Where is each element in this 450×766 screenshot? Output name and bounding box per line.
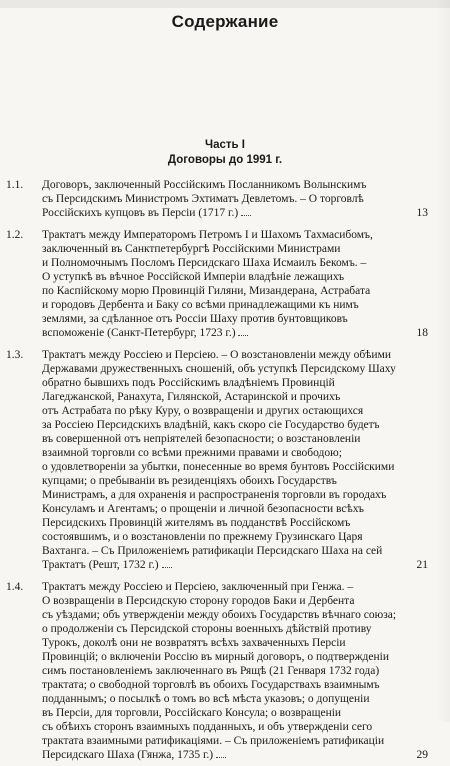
entry-title-line: купцами; о пребыванiи въ резиденцiяхъ обоихъ Государствъ: [42, 475, 337, 487]
entry-number: 1.2.: [6, 229, 24, 241]
entry-title-line: землями, за сдѣланное отъ Россiи Шаху против бунтовщиковъ: [42, 313, 348, 325]
part-heading: [0, 138, 450, 168]
toc-entry[interactable]: [0, 580, 450, 762]
entry-title: [42, 580, 397, 762]
entry-page-number: 29: [416, 749, 428, 761]
entry-title-line: трактата; о свободной торговлѣ въ обоихъ Государствахъ взаимнымъ: [42, 679, 380, 691]
page-edge: [0, 0, 450, 8]
entry-title-line: и Полномочнымъ Посломъ Персидскаго Шаха Исмаилъ Бекомъ. –: [42, 257, 367, 269]
entry-title-line: взаимной торговли со всѣми прежними правами и свободою;: [42, 447, 342, 459]
entry-title-line: Министрамъ, а для охраненiя и распространенiя торговли въ городахъ: [42, 489, 387, 501]
entry-title-line: Трактатъ (Решт, 1732 г.): [42, 558, 397, 572]
entry-title-line: Договоръ, заключенный Россiйскимъ Посланникомъ Волынскимъ: [42, 179, 367, 191]
entry-title-line: Россiйскихъ купцовъ въ Персiи (1717 г.): [42, 206, 397, 220]
entry-title-line: по Каспiйскому морю Провинцiй Гиляни, Мизандерана, Астрабата: [42, 285, 371, 297]
entry-page-number: 21: [416, 559, 428, 571]
page-title: Содержание: [171, 12, 279, 31]
entry-title-line: О возвращенiи в Персидскую сторону городов Баки и Дербента: [42, 595, 355, 607]
entry-title-line: Провинцiй; о включенiи Россiю въ мирный договоръ, о подтвержденiи: [42, 651, 390, 663]
entry-title-line: Персидскаго Шаха (Гянжа, 1735 г.): [42, 748, 397, 762]
entry-title-line: въ Персiи, для торговли, Россiйскаго Консула; о возвращенiи: [42, 707, 342, 719]
entry-number: 1.4.: [6, 581, 24, 593]
entry-title-line: съ Персидскимъ Министромъ Эхтиматъ Девлетомъ. – О торговлѣ: [42, 193, 364, 205]
toc-entry[interactable]: [0, 228, 450, 340]
entry-title-line: съ обѣихъ сторонъ взаимныхъ подданныхъ, и объ утвержденiи сего: [42, 721, 373, 733]
entry-title: [42, 228, 397, 340]
entry-title-line: обратно бывшихъ подъ Россiйскимъ владѣнiемъ Провинцiй: [42, 377, 335, 389]
entry-title-line: О уступкѣ въ вѣчное Россiйской Имперiи владѣнiе лежащихъ: [42, 271, 345, 283]
entry-title-line: о удовлетворенiи за убытки, понесенные во время бунтовъ Россiйскими: [42, 461, 395, 473]
entry-title-line: вспоможенiе (Санкт-Петербург, 1723 г.): [42, 326, 397, 340]
part-subtitle: Договоры до 1991 г.: [167, 154, 283, 166]
toc-entry[interactable]: [0, 178, 450, 220]
entry-title-line: Турокъ, доколѣ они не возвратятъ всѣхъ захваченныхъ Персiи: [42, 637, 346, 649]
entry-page-number: 18: [416, 327, 428, 339]
entry-title-line: Державами дружественныхъ сношенiй, объ уступкѣ Персидскому Шаху: [42, 363, 396, 375]
entry-title-line: состоявшимъ, и о возстановленiи по прежнему Грузинскаго Царя: [42, 531, 363, 543]
entry-title-line: Лагеджанской, Ранахута, Гилянской, Астаринской и прочихъ: [42, 391, 341, 403]
entry-title-line: заключенный въ Санктпетербургѣ Россiйскими Министрами: [42, 243, 341, 255]
entry-page-number: 13: [416, 207, 428, 219]
entry-title-line: съ уѣздами; объ утвержденiи между обоихъ Государствъ вѣчнаго союза;: [42, 609, 397, 621]
entry-title-line: Трактатъ между Россiею и Персiею, заключенный при Генжа. –: [42, 581, 354, 593]
entry-title-line: въ совершенной отъ непрiятелей безопасности; о возстановленiи: [42, 433, 361, 445]
entry-number: 1.1.: [6, 179, 24, 191]
table-of-contents: [0, 178, 450, 766]
dot-leader: [162, 558, 172, 568]
entry-title-line: отъ Астрабата по рѣку Куру, о возвращенiи и других остающихся: [42, 405, 364, 417]
toc-entry[interactable]: [0, 348, 450, 572]
entry-title-line: Вахтанга. – Съ Приложенiемъ ратификацiи Персидскаго Шаха на сей: [42, 545, 383, 557]
entry-title-line: и городовъ Дербента и Баку со всѣми принадлежащими къ нимъ: [42, 299, 359, 311]
dot-leader: [216, 748, 226, 758]
entry-title-line: Трактатъ между Россiею и Персiею. – О возстановленiи между обѣими: [42, 349, 392, 361]
entry-title-line: подданнымъ; о посылкѣ о томъ во всѣ мѣста указовъ; о допущенiи: [42, 693, 370, 705]
entry-number: 1.3.: [6, 349, 24, 361]
entry-title-line: о продолженiи съ Персидской стороны военныхъ дѣйствiй противу: [42, 623, 372, 635]
entry-title-line: Трактатъ между Императоромъ Петромъ I и Шахомъ Тахмасибомъ,: [42, 229, 373, 241]
entry-title: [42, 178, 397, 220]
entry-title-line: за Россiею Персидскихъ владѣнiй, какъ скоро сiе Государство будетъ: [42, 419, 380, 431]
entry-title: [42, 348, 397, 572]
entry-title-line: трактата взаимными ратификацiями. – Съ приложенiемъ ратификацiи: [42, 735, 385, 747]
entry-title-line: Консуламъ и Агентамъ; о прощенiи и личной безопасности всѣхъ: [42, 503, 364, 515]
entry-title-line: Персидскихъ Провинцiй жителямъ въ подданствѣ Россiйскомъ: [42, 517, 351, 529]
dot-leader: [241, 206, 251, 216]
entry-title-line: симъ постановленiемъ заключеннаго въ Рящѣ (21 Генваря 1732 года): [42, 665, 380, 677]
part-label: Часть I: [205, 139, 245, 151]
dot-leader: [238, 326, 248, 336]
